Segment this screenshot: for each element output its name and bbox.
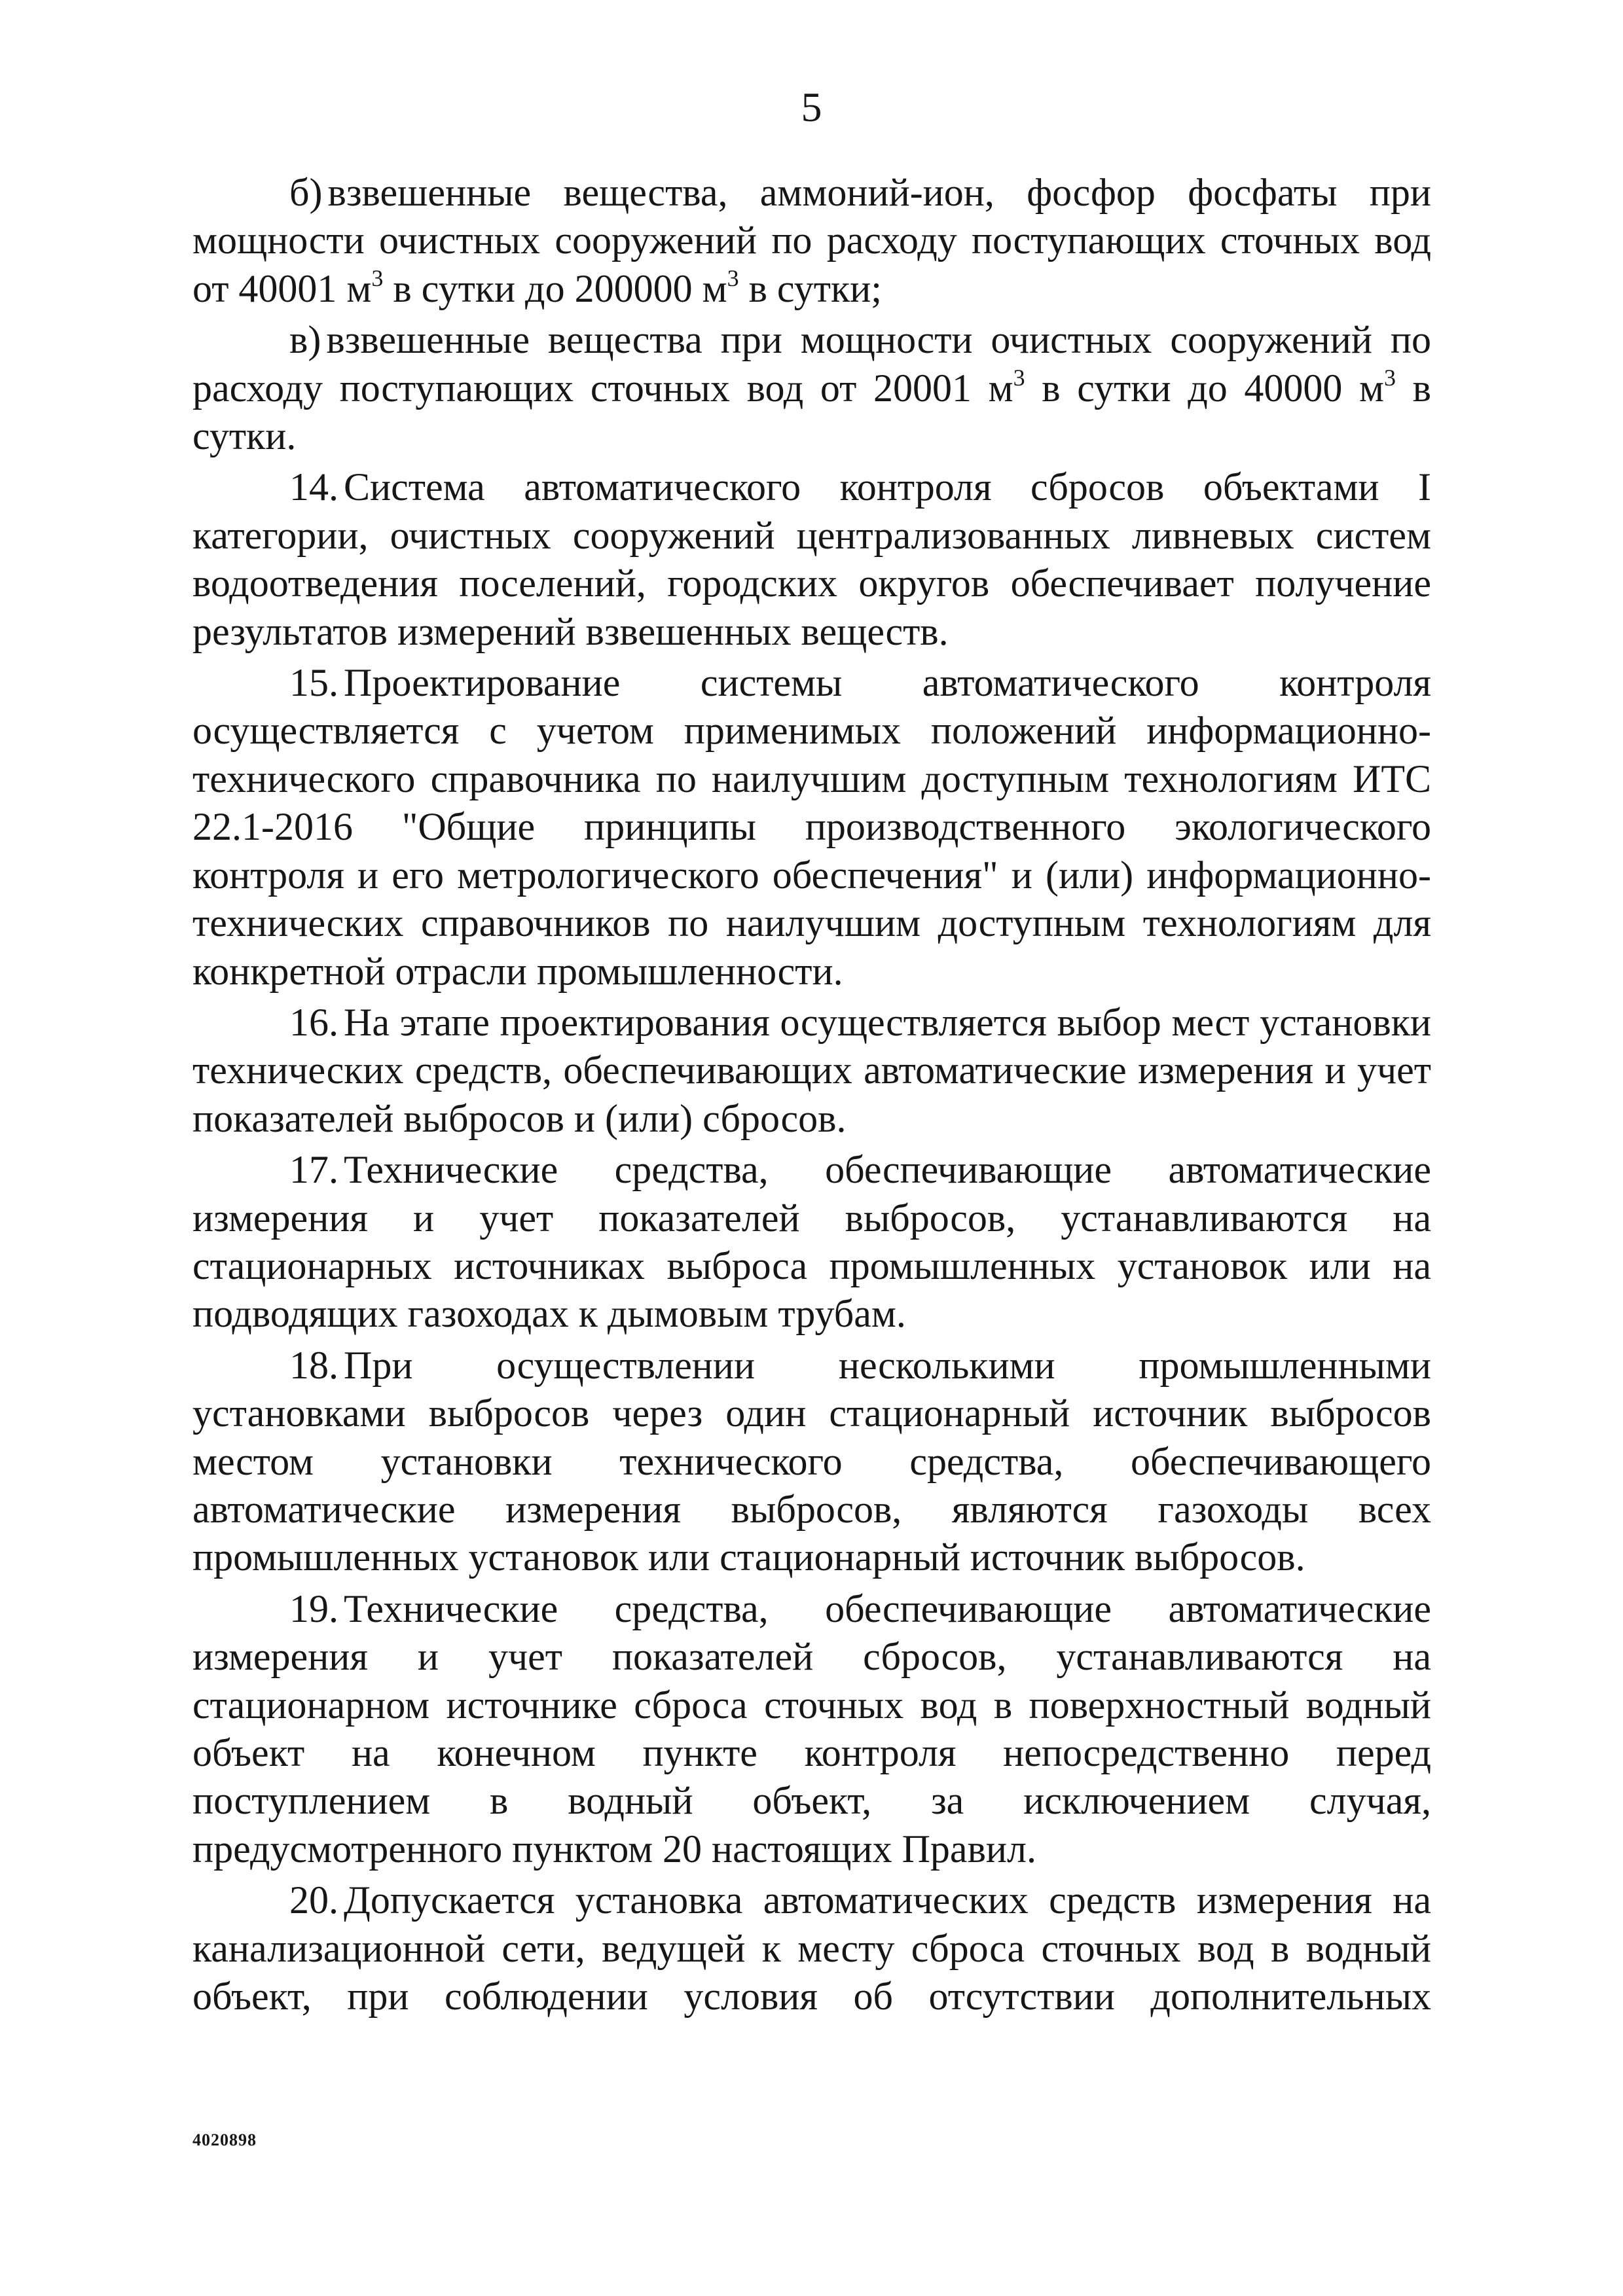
paragraph-18: [192, 1342, 1431, 1582]
paragraph-text: в сутки до 200000 м: [383, 266, 727, 310]
paragraph-text: взвешенные вещества, аммоний-ион, фосфор фосфаты при мощности очистных сооружений по расходу поступающих сточных вод от 40001 м: [192, 171, 1431, 310]
paragraph-label: в): [289, 318, 321, 362]
paragraph-20: [192, 1876, 1431, 2020]
paragraph-text: в сутки.: [192, 366, 1431, 458]
paragraph-19: [192, 1585, 1431, 1873]
paragraph-text: Технические средства, обеспечивающие автоматические измерения и учет показателей выбросов, устанавливаются на стационарных источниках выброса промышленных установок или на подводящих газоходах к дымовым трубам.: [192, 1148, 1431, 1336]
paragraph-label: 17.: [289, 1148, 338, 1192]
page-number: 5: [801, 84, 822, 130]
paragraph-16: [192, 999, 1431, 1143]
paragraph-text: в сутки до 40000 м: [1025, 366, 1385, 410]
paragraph-label: 15.: [289, 661, 338, 705]
superscript: 3: [727, 264, 739, 291]
paragraph-15: [192, 659, 1431, 996]
paragraph-text: Допускается установка автоматических средств измерения на канализационной сети, ведущей к месту сброса сточных вод в водный объект, при соблюдении условия об отсутствии дополнительных: [192, 1878, 1431, 2018]
paragraph-text: На этапе проектирования осуществляется выбор мест установки технических средств, обеспечивающих автоматические измерения и учет показателей выбросов и (или) сбросов.: [192, 1000, 1431, 1140]
paragraph-text: При осуществлении несколькими промышленными установками выбросов через один стационарный источник выбросов местом установки технического средства, обеспечивающего автоматические измерения выбросов, являются газоходы всех промышленных установок или стационарный источник выбросов.: [192, 1343, 1431, 1579]
paragraph-text: взвешенные вещества при мощности очистных сооружений по расходу поступающих сточных вод от 20001 м: [192, 318, 1431, 410]
paragraph-text: Технические средства, обеспечивающие автоматические измерения и учет показателей сбросов, устанавливаются на стационарном источнике сброса сточных вод в поверхностный водный объект на конечном пункте контроля непосредственно перед поступлением в водный объект, за исключением случая, предусмотренного пунктом 20 настоящих Правил.: [192, 1587, 1431, 1871]
paragraph-v: [192, 316, 1431, 460]
superscript: 3: [1013, 364, 1025, 391]
paragraph-b: [192, 169, 1431, 313]
superscript: 3: [1384, 364, 1396, 391]
paragraph-text: Проектирование системы автоматического контроля осуществляется с учетом применимых положений информационно-технического справочника по наилучшим доступным технологиям ИТС 22.1-2016 "Общие принципы производственного экологического контроля и его метрологического обеспечения" и (или) информационно-технических справочников по наилучшим доступным технологиям для конкретной отрасли промышленности.: [192, 661, 1431, 993]
paragraph-label: 19.: [289, 1587, 338, 1630]
paragraph-label: 20.: [289, 1878, 338, 1922]
paragraph-label: 18.: [289, 1343, 338, 1387]
document-code: 4020898: [192, 2130, 257, 2149]
document-body: [192, 169, 1431, 2024]
paragraph-label: 14.: [289, 465, 338, 509]
paragraph-17: [192, 1146, 1431, 1338]
paragraph-label: б): [289, 171, 323, 214]
paragraph-14: [192, 463, 1431, 656]
superscript: 3: [371, 264, 384, 291]
paragraph-text: Система автоматического контроля сбросов объектами I категории, очистных сооружений централизованных ливневых систем водоотведения поселений, городских округов обеспечивает получение результатов измерений взвешенных веществ.: [192, 465, 1431, 653]
paragraph-label: 16.: [289, 1000, 338, 1044]
paragraph-text: в сутки;: [739, 266, 882, 310]
